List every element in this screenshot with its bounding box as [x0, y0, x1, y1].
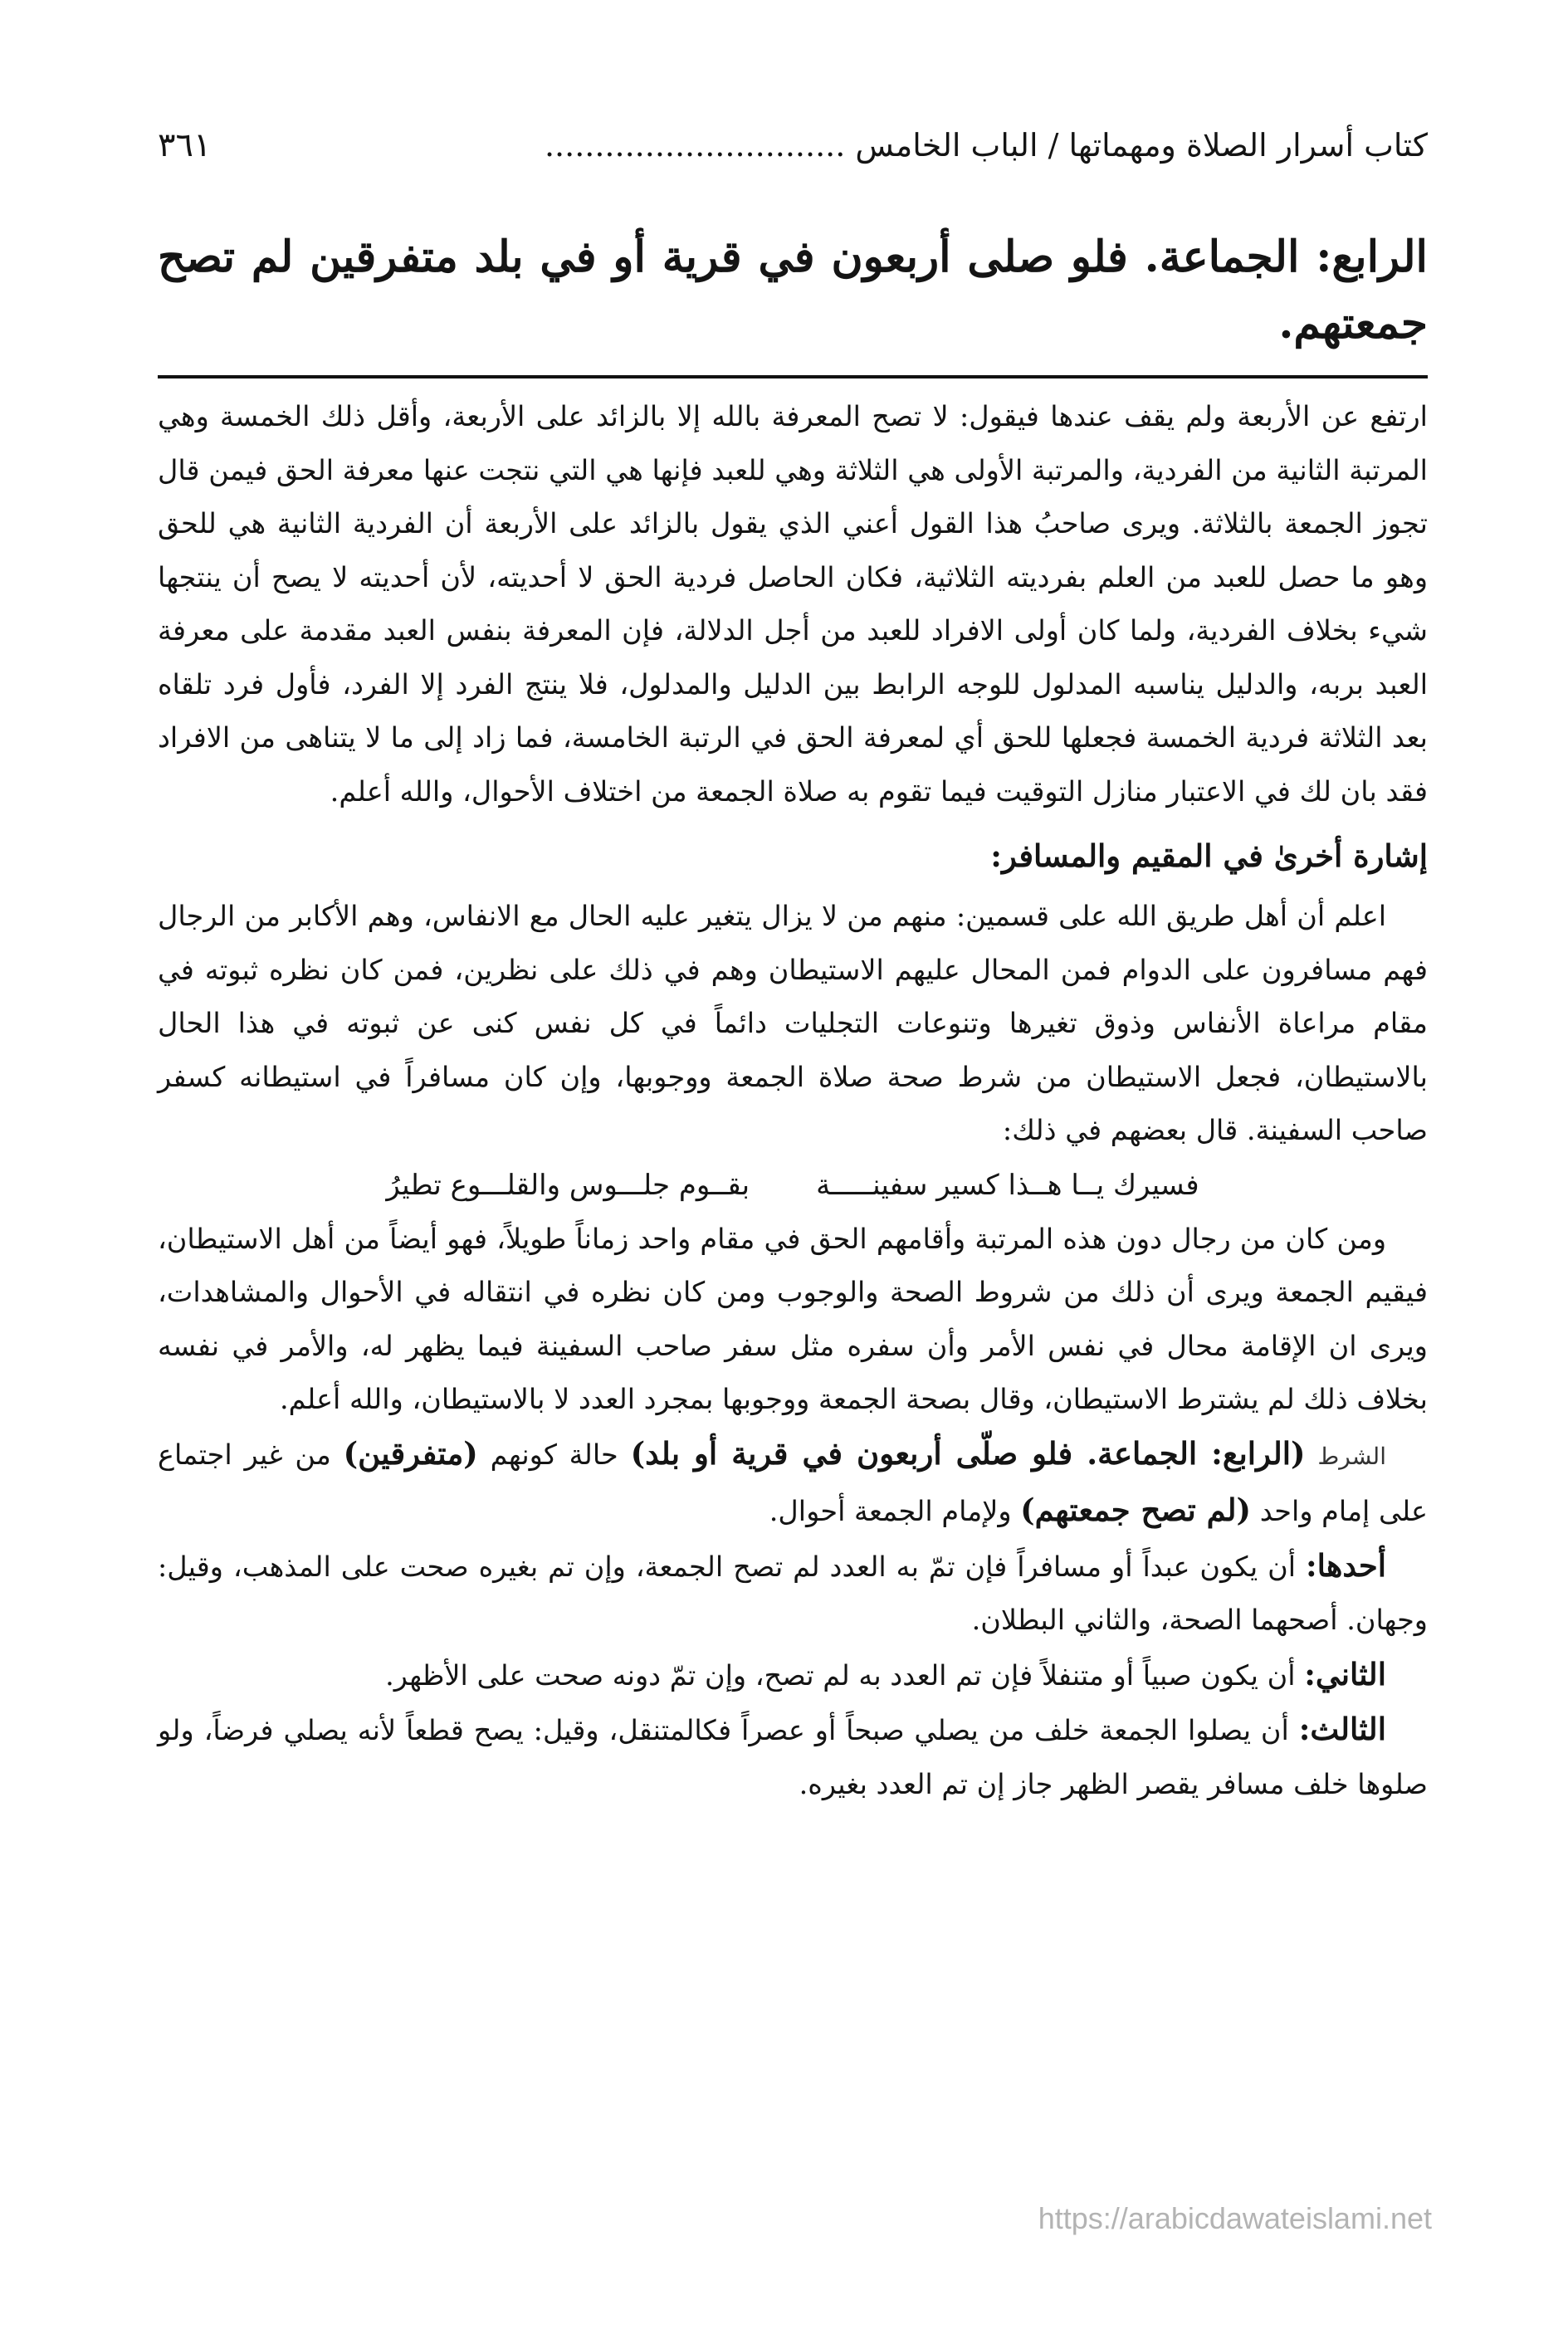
quoted-matn: (الرابع: الجماعة. فلو صلّى أربعون في قرية أو بلد) [630, 1434, 1306, 1472]
separator-rule [158, 375, 1428, 378]
sharh-text: من غير اجتماع على إمام واحد [158, 1438, 1428, 1527]
running-header [158, 108, 1428, 183]
condition-text: أن يكون عبداً أو مسافراً فإن تمّ به العدد لم تصح الجمعة، وإن تم بغيره صحت على المذهب، وقيل: وجهان. أصحهما الصحة، والثاني البطلان. [158, 1550, 1428, 1636]
matn-text: الجماعة. فلو صلى أربعون في قرية أو في بلد متفرقين لم تصح جمعتهم. [158, 232, 1428, 349]
condition-lead: أحدها: [1305, 1546, 1386, 1584]
condition-item [158, 1648, 1428, 1703]
poetry-verse [158, 1158, 1428, 1213]
condition-lead: الثالث: [1298, 1711, 1386, 1747]
sharh-label: الشرط [1317, 1442, 1386, 1470]
quoted-matn: (لم تصح جمعتهم) [1020, 1492, 1252, 1528]
page-number: ٣٦١ [158, 126, 212, 164]
header-title: كتاب أسرار الصلاة ومهماتها / الباب الخامس .............................. [544, 127, 1428, 164]
condition-item [158, 1539, 1428, 1648]
commentary [158, 390, 1428, 1811]
main-text [158, 224, 1428, 357]
condition-lead: الثاني: [1304, 1655, 1386, 1692]
condition-item [158, 1702, 1428, 1811]
quoted-matn: (متفرقين) [343, 1434, 478, 1472]
watermark-url: https://arabicdawateislami.net [1038, 2201, 1432, 2235]
condition-text: أن يصلوا الجمعة خلف من يصلي صبحاً أو عصراً فكالمتنقل، وقيل: يصح قطعاً لأنه يصلي فرضاً، ولو صلوها خلف مسافر يقصر الظهر جاز إن تم العدد بغيره. [158, 1714, 1428, 1800]
verse-first-hemistich: فسيرك يــا هــذا كسير سفينـــــة [816, 1168, 1199, 1202]
commentary-paragraph: ومن كان من رجال دون هذه المرتبة وأقامهم الحق في مقام واحد زماناً طويلاً، فهو أيضاً من أهل الاستيطان، فيقيم الجمعة ويرى أن ذلك من شروط الصحة والوجوب ومن كان نظره في انتقاله في الأحوال والمشاهدات، ويرى ان الإقامة محال في نفس الأمر وأن سفره مثل سفر صاحب السفينة فيما يظهر له، والأمر في نفسه بخلاف ذلك لم يشترط الاستيطان، وقال بصحة الجمعة ووجوبها بمجرد العدد لا بالاستيطان، والله أعلم. [158, 1222, 1428, 1415]
sharh-text: حالة كونهم [490, 1438, 618, 1471]
commentary-paragraph: ارتفع عن الأربعة ولم يقف عندها فيقول: لا تصح المعرفة بالله إلا بالزائد على الأربعة، وأقل ذلك الخمسة وهي المرتبة الثانية من الفردية، والمرتبة الأولى هي الثلاثة وهي للعبد فإنها هي التي نتجت عنها معرفة الحق فيمن قال تجوز الجمعة بالثلاثة. ويرى صاحبُ هذا القول أعني الذي يقول بالزائد على الأربعة أن الفردية الثانية هي للحق وهو ما حصل للعبد من العلم بفرديته الثلاثية، فكان الحاصل فردية الحق لا أحديته، لأن أحديته لا يصح أن ينتجها شيء بخلاف الفردية، ولما كان أولى الافراد للعبد من أجل الدلالة، فإن المعرفة بنفس العبد مقدمة على معرفة العبد بربه، والدليل يناسبه المدلول للوجه الرابط بين الدليل والمدلول، فلا ينتج الفرد إلا الفرد، فأول فرد تلقاه بعد الثلاثة فردية الخمسة فجعلها للحق أي لمعرفة الحق في الرتبة الخامسة، فما زاد إلى ما لا يتناهى من الافراد فقد بان لك في الاعتبار منازل التوقيت فيما تقوم به صلاة الجمعة من اختلاف الأحوال، والله أعلم. [158, 400, 1428, 808]
matn-label: الرابع: [1316, 232, 1428, 282]
condition-text: أن يكون صبياً أو متنفلاً فإن تم العدد به لم تصح، وإن تمّ دونه صحت على الأظهر. [385, 1658, 1296, 1692]
commentary-paragraph: اعلم أن أهل طريق الله على قسمين: منهم من لا يزال يتغير عليه الحال مع الانفاس، وهم الأكابر من الرجال فهم مسافرون على الدوام فمن المحال عليهم الاستيطان وهم في ذلك على نظرين، فمن كان نظره ثبوته في مقام مراعاة الأنفاس وذوق تغيرها وتنوعات التجليات دائماً في كل نفس كنى عن ثبوته في هذا الحال بالاستيطان، فجعل الاستيطان من شرط صحة صلاة الجمعة ووجوبها، وإن كان مسافراً في استيطانه كسفر صاحب السفينة. قال بعضهم في ذلك: [158, 900, 1428, 1146]
section-heading: إشارة أخرىٰ في المقيم والمسافر: [990, 837, 1428, 874]
book-page [158, 108, 1428, 1811]
sharh-section [158, 1427, 1428, 1539]
verse-second-hemistich: بقــوم جلـــوس والقلـــوع تطيرُ [386, 1168, 750, 1202]
sharh-text: ولإمام الجمعة أحوال. [769, 1495, 1012, 1527]
